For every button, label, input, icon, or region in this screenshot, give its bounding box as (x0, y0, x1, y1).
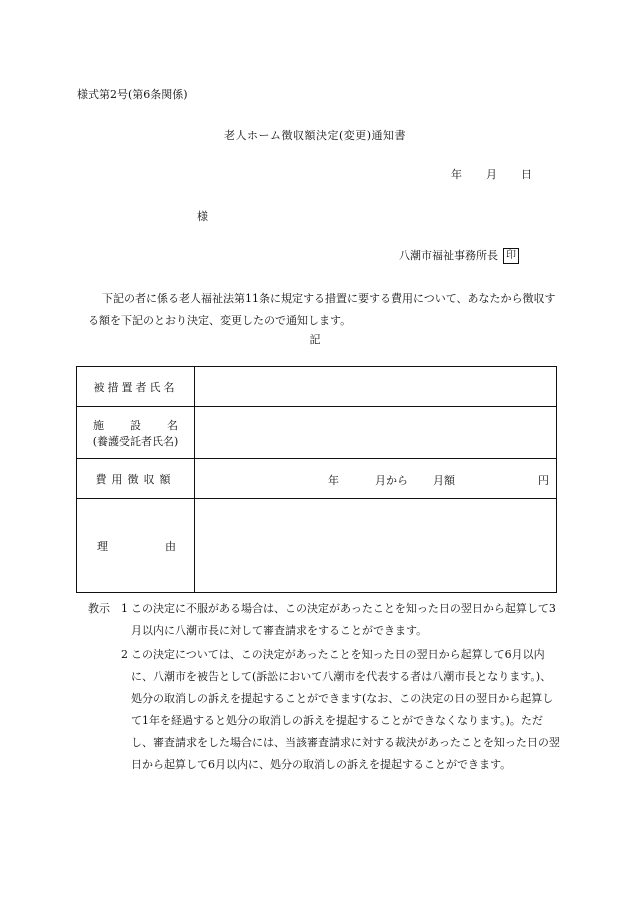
instruction-item (88, 644, 560, 776)
addressee-suffix: 様 (197, 210, 208, 223)
value-facility-name (195, 407, 557, 459)
value-reason (195, 499, 557, 593)
table-row (77, 407, 557, 459)
fee-yen: 円 (538, 473, 549, 487)
body-paragraph: 下記の者に係る老人福祉法第11条に規定する措置に要する費用について、あなたから徴収する額を下記のとおり決定、変更したので通知します。 (88, 292, 556, 327)
details-table (76, 366, 557, 593)
instruction-item (88, 598, 560, 642)
label-facility-name (77, 407, 195, 459)
label-recipient-name: 被措置者氏名 (77, 367, 195, 407)
issuer-name: 八潮市福祉事務所長 (399, 249, 498, 262)
seal-mark: 印 (503, 248, 519, 264)
instruction-number: 1 (121, 602, 128, 615)
date-day: 日 (521, 168, 532, 181)
instruction-text: この決定に不服がある場合は、この決定があったことを知った日の翌日から起算して3月以内に八潮市長に対して審査請求をすることができます。 (131, 602, 556, 637)
date-year: 年 (451, 168, 462, 181)
document-title: 老人ホーム徴収額決定(変更)通知書 (223, 129, 407, 142)
label-char: 施 (93, 418, 104, 432)
label-char: 由 (165, 539, 176, 553)
label-fee-amount: 費用徴収額 (77, 459, 195, 499)
label-foster-name: (養護受託者氏名) (92, 434, 179, 448)
form-number: 様式第2号(第6条関係) (77, 88, 188, 101)
value-fee-amount (195, 459, 557, 499)
value-recipient-name (195, 367, 557, 407)
issuer-line (399, 247, 519, 264)
label-char: 名 (167, 418, 178, 432)
table-row (77, 459, 557, 499)
instructions-heading: 教示 (88, 602, 110, 615)
label-reason (77, 499, 195, 593)
fee-monthly: 月額 (433, 473, 455, 487)
fee-month-from: 月から (375, 473, 408, 487)
instructions-section (88, 598, 560, 776)
ki-heading: 記 (309, 333, 321, 346)
date-month: 月 (486, 168, 497, 181)
instruction-number: 2 (121, 648, 128, 661)
label-char: 設 (130, 418, 141, 432)
table-row (77, 499, 557, 593)
label-char: 理 (97, 539, 108, 553)
instruction-text: この決定については、この決定があったことを知った日の翌日から起算して6月以内に、八潮市を被告として(訴訟において八潮市を代表する者は八潮市長となります。)、処分の取消しの訴えを提起することができます(なお、この決定の日の翌日から起算して1年を経過すると処分の取消しの訴えを提起することができなくなります。)。ただし、審査請求をした場合には、当該審査請求に対する裁決があったことを知った日の翌日から起算して6月以内に、処分の取消しの訴えを提起することができます。 (131, 648, 560, 771)
table-row (77, 367, 557, 407)
fee-year: 年 (328, 473, 339, 487)
date-line (451, 166, 532, 182)
